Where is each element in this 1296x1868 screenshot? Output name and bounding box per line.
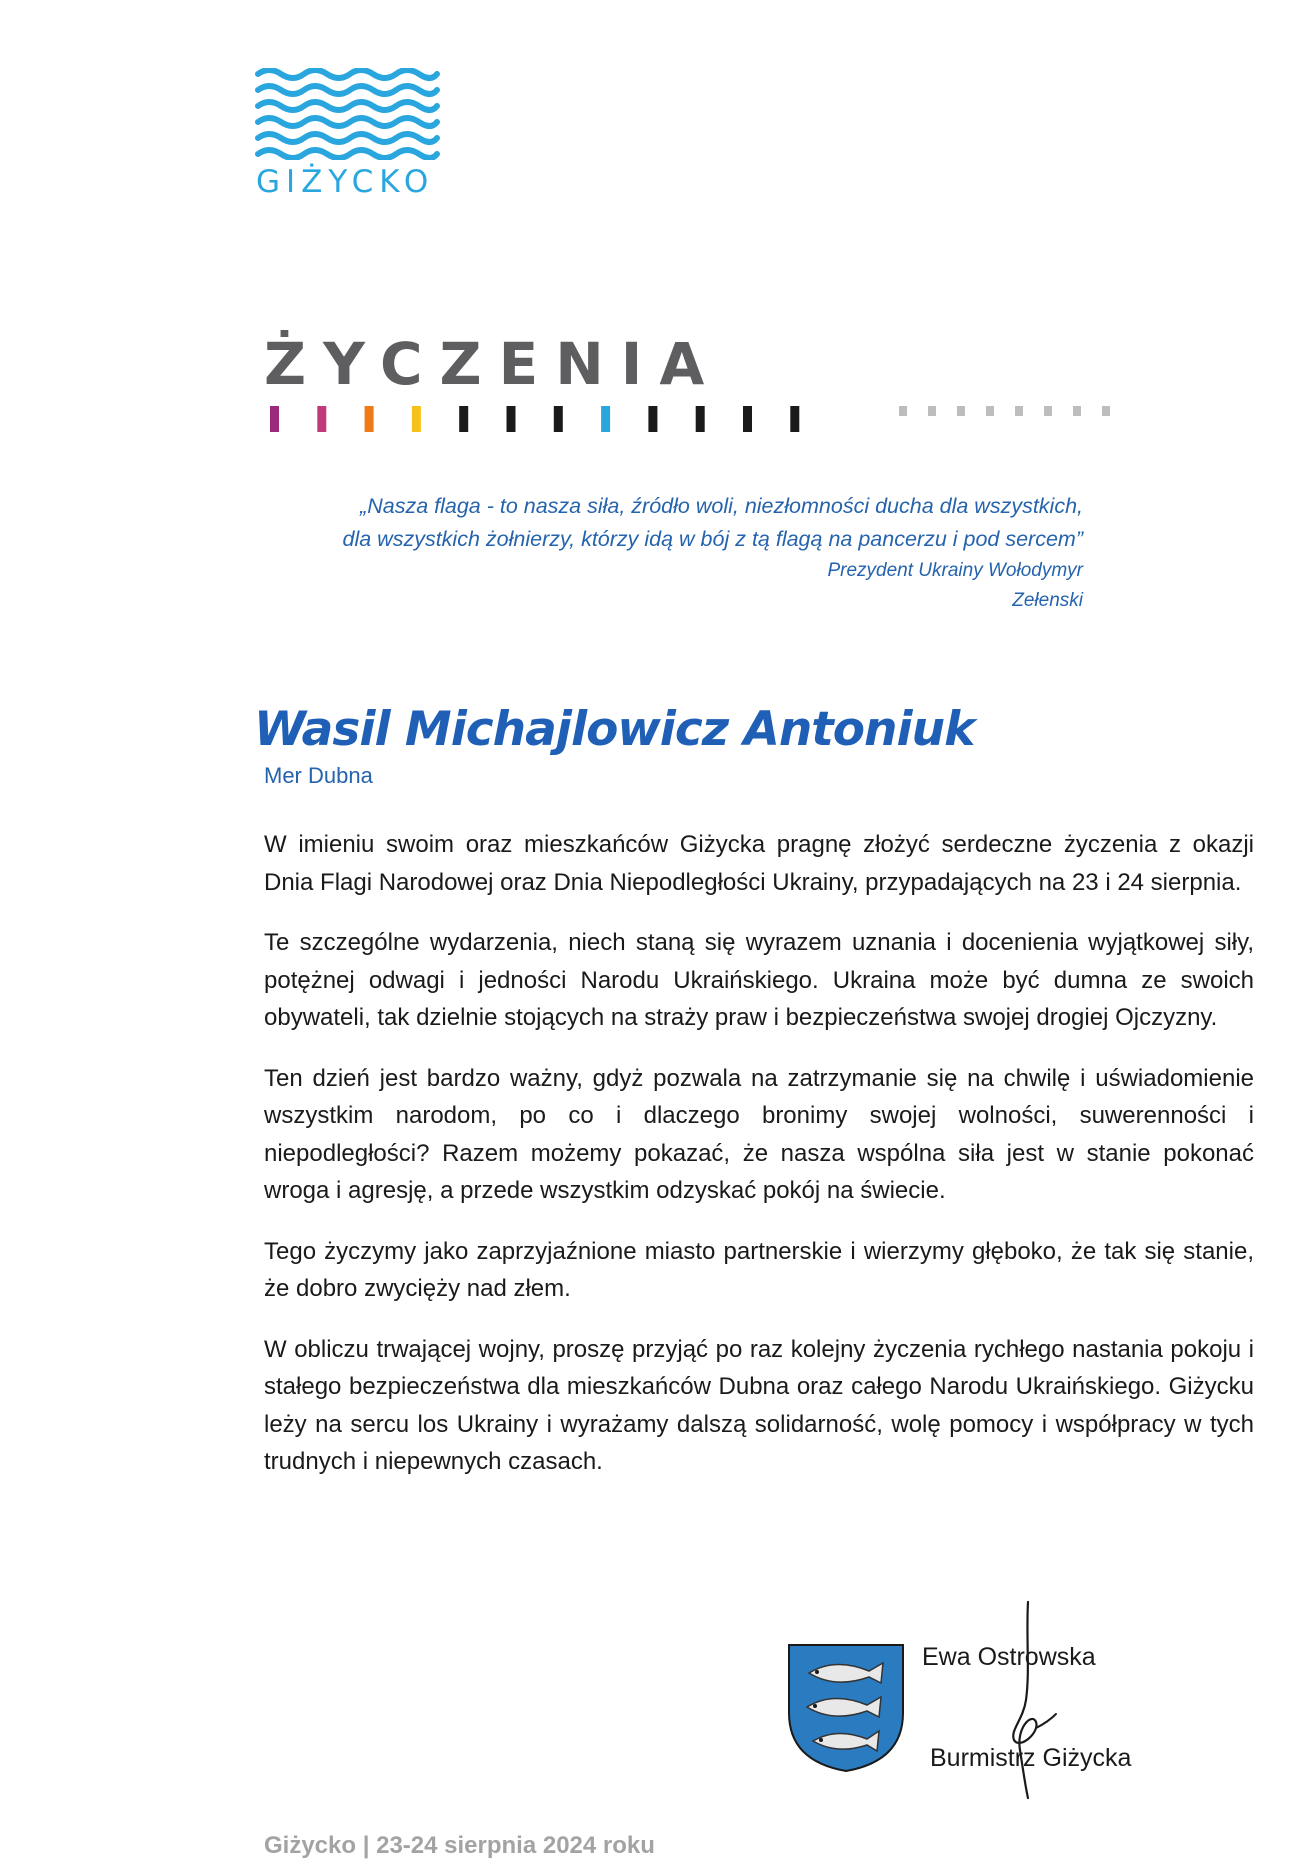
quote-block xyxy=(223,490,1083,616)
recipient-role: Mer Dubna xyxy=(264,763,373,788)
signer-name: Ewa Ostrowska xyxy=(922,1643,1096,1671)
color-bar xyxy=(365,406,374,432)
footer-date: Giżycko | 23-24 sierpnia 2024 roku xyxy=(264,1832,655,1859)
color-bar xyxy=(648,406,657,432)
color-bar xyxy=(507,406,516,432)
paragraph: Tego życzymy jako zaprzyjaźnione miasto partnerskie i wierzymy głęboko, że tak się stanie, że dobro zwycięży nad złem. xyxy=(264,1237,1254,1302)
color-bar xyxy=(696,406,705,432)
color-bar xyxy=(743,406,752,432)
coat-of-arms-icon xyxy=(787,1643,905,1773)
quote-author: Zełenski xyxy=(1012,590,1083,611)
quote-author: Prezydent Ukrainy Wołodymyr xyxy=(827,560,1083,581)
dot xyxy=(928,406,936,416)
paragraph: W imieniu swoim oraz mieszkańców Giżycka pragnę złożyć serdeczne życzenia z okazji Dnia Flagi Narodowej oraz Dnia Niepodległości Ukrainy, przypadających na 23 i 24 sierpnia. xyxy=(264,831,1254,896)
dot xyxy=(986,406,994,416)
waves-icon xyxy=(255,68,440,160)
dot xyxy=(1102,406,1110,416)
paragraph: Ten dzień jest bardzo ważny, gdyż pozwala na zatrzymanie się na chwilę i uświadomienie wszystkim narodom, po co i dlaczego bronimy swojej wolności, suwerenności i niepodległości? Razem możemy pokazać, że nasza wspólna siła jest w stanie pokonać wroga i agresję, a przede wszystkim odzyskać pokój na świecie. xyxy=(264,1064,1254,1204)
dot xyxy=(1015,406,1023,416)
color-bar xyxy=(790,406,799,432)
color-bar xyxy=(412,406,421,432)
dot xyxy=(1044,406,1052,416)
page-title: ŻYCZENIA xyxy=(264,330,722,398)
gizycko-logo xyxy=(255,68,440,200)
letter-body xyxy=(264,826,1254,1504)
recipient-name: Wasil Michajlowicz Antoniuk xyxy=(254,702,975,757)
decorative-bars xyxy=(270,406,1140,436)
quote-line: dla wszystkich żołnierzy, którzy idą w bój z tą flagą na pancerzu i pod sercem” xyxy=(342,527,1083,551)
dot xyxy=(899,406,907,416)
paragraph: Te szczególne wydarzenia, niech staną się wyrazem uznania i docenienia wyjątkowej siły, potężnej odwagi i jedności Narodu Ukraińskiego. Ukraina może być dumna ze swoich obywateli, tak dzielnie stojących na straży praw i bezpieczeństwa swojej drogiej Ojczyzny. xyxy=(264,929,1254,1031)
signer-title: Burmistrz Giżycka xyxy=(930,1744,1132,1772)
color-bar xyxy=(459,406,468,432)
quote-line: „Nasza flaga - to nasza siła, źródło woli, niezłomności ducha dla wszystkich, xyxy=(360,494,1083,518)
color-bar xyxy=(554,406,563,432)
logo-text: GIŻYCKO xyxy=(256,164,435,200)
dot xyxy=(957,406,965,416)
paragraph: W obliczu trwającej wojny, proszę przyjąć po raz kolejny życzenia rychłego nastania pokoju i stałego bezpieczeństwa dla mieszkańców Dubna oraz całego Narodu Ukraińskiego. Giżycku leży na sercu los Ukrainy i wyrażamy dalszą solidarność, wolę pomocy i współpracy w tych trudnych i niepewnych czasach. xyxy=(264,1335,1254,1475)
dot xyxy=(1073,406,1081,416)
color-bar xyxy=(601,406,610,432)
color-bar xyxy=(317,406,326,432)
color-bar xyxy=(270,406,279,432)
